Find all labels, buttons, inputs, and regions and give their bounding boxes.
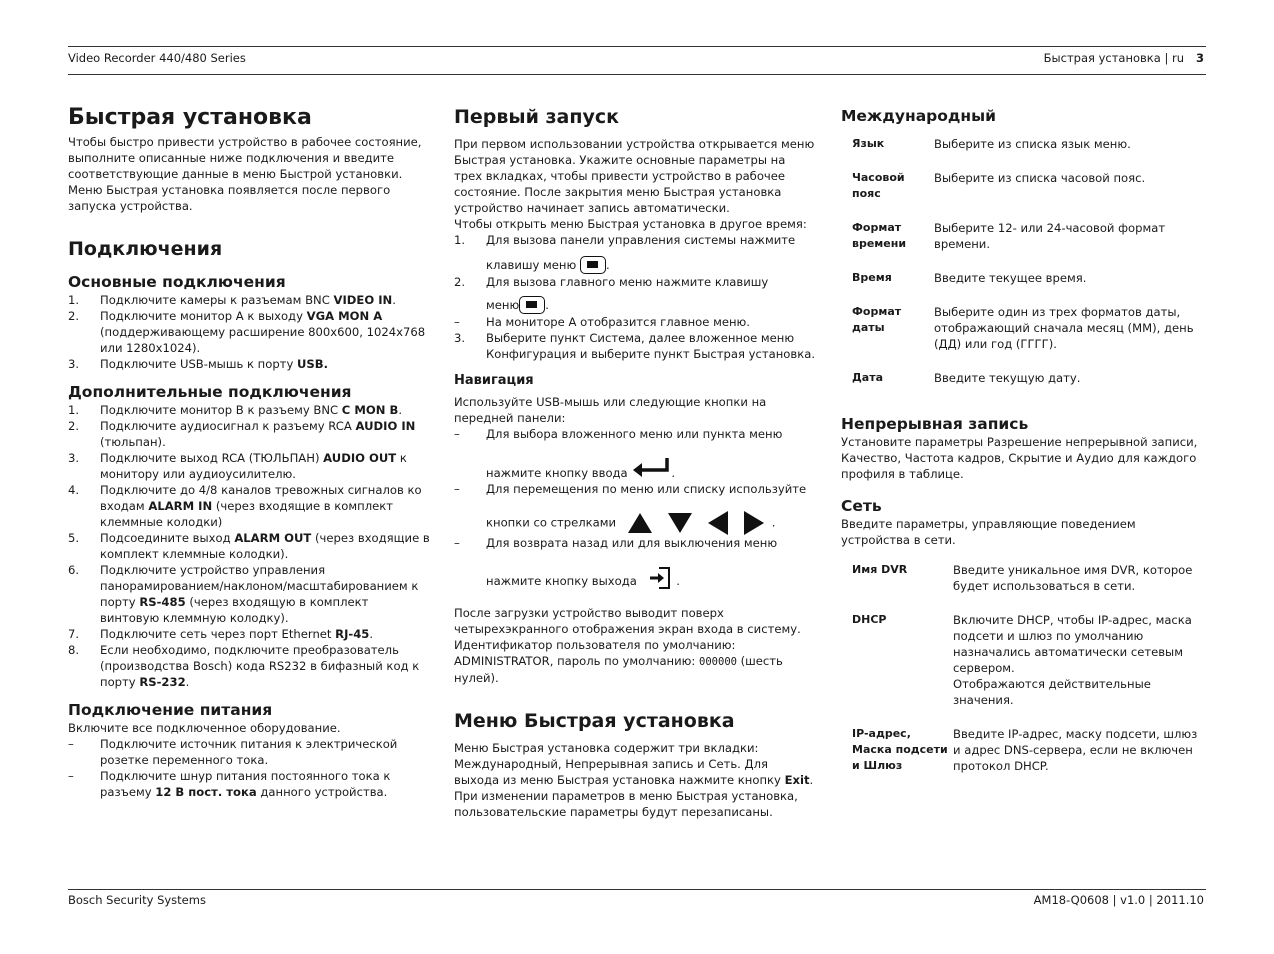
menu-key-icon [519, 296, 545, 314]
list-item: 6. Подключите устройство управления панорамированием/наклоном/масштабированием к порту RS-485 (через входящую в комплект винтовую клеммную колодку). [68, 563, 419, 625]
table-key: Язык [852, 137, 885, 150]
list-item: 2. Для вызова главного меню нажмите клавишу меню . [454, 275, 769, 312]
quick-setup-menu-heading: Меню Быстрая установка [454, 710, 735, 732]
extra-connections-list [68, 402, 430, 690]
enter-icon [631, 456, 671, 480]
list-item: – Для перемещения по меню или списку используйте кнопки со стрелками . [454, 481, 816, 535]
first-start-heading: Первый запуск [454, 106, 620, 128]
basic-connections-heading: Основные подключения [68, 273, 286, 291]
list-item: 5. Подсоедините выход ALARM OUT (через входящие в комплект клеммные колодки). [68, 531, 430, 561]
table-value: Выберите один из трех форматов даты, отображающий сначала месяц (ММ), день (ДД) или год (ГГГГ). [934, 305, 1194, 351]
list-item: 4. Подключите до 4/8 каналов тревожных сигналов ко входам ALARM IN (через входящие в комплект клеммные колодки) [68, 483, 422, 529]
column-right [841, 104, 1206, 792]
page-title: Быстрая установка [68, 105, 312, 130]
list-item: 1. Для вызова панели управления системы нажмите клавишу меню . [454, 233, 796, 272]
header-rule-bottom [68, 74, 1206, 75]
table-key: Часовой пояс [852, 171, 905, 200]
menu-key-icon [580, 256, 606, 274]
header-rule [68, 46, 1206, 47]
exit-icon [647, 565, 673, 591]
arrow-up-icon [628, 513, 652, 533]
network-heading: Сеть [841, 497, 882, 515]
table-row [841, 270, 1201, 304]
navigation-intro: Используйте USB-мышь или следующие кнопки на передней панели: [454, 395, 767, 425]
list-item: 1. Подключите камеры к разъемам BNC VIDEO IN. [68, 293, 396, 307]
list-item: 7. Подключите сеть через порт Ethernet RJ-45. [68, 627, 374, 641]
network-text: Введите параметры, управляющие поведением устройства в сети. [841, 517, 1136, 547]
navigation-heading: Навигация [454, 373, 534, 388]
power-intro: Включите все подключенное оборудование. [68, 721, 341, 735]
table-value: Включите DHCP, чтобы IP-адрес, маска подсети и шлюз по умолчанию назначались автоматически сетевым сервером. Отображаются действительные значения. [953, 613, 1192, 707]
list-item: 8. Если необходимо, подключите преобразователь (производства Bosch) кода RS232 в бифазный код к порту RS-232. [68, 643, 420, 689]
table-key: Формат даты [852, 305, 902, 334]
international-heading: Международный [841, 107, 996, 125]
table-key: IP-адрес, Маска подсети и Шлюз [852, 727, 948, 772]
connections-heading: Подключения [68, 238, 223, 260]
arrow-down-icon [668, 513, 692, 533]
list-item: 2. Подключите аудиосигнал к разъему RCA AUDIO IN (тюльпан). [68, 419, 416, 449]
list-item: – На мониторе A отобразится главное меню. [454, 315, 750, 329]
table-key: Время [852, 271, 892, 284]
table-value: Введите IP-адрес, маску подсети, шлюз и адрес DNS-сервера, если не включен протокол DHCP. [953, 727, 1198, 773]
column-left [68, 104, 430, 800]
table-row [841, 170, 1201, 220]
table-row [841, 370, 1201, 404]
table-value: Выберите из списка часовой пояс. [934, 171, 1146, 185]
list-item: – Для выбора вложенного меню или пункта меню нажмите кнопку ввода . [454, 427, 783, 480]
arrow-left-icon [708, 511, 728, 535]
list-item: – Подключите источник питания к электрической розетке переменного тока. [68, 737, 398, 767]
list-item: 3. Подключите выход RCA (ТЮЛЬПАН) AUDIO OUT к монитору или аудиоусилителю. [68, 451, 407, 481]
table-value: Выберите из списка язык меню. [934, 137, 1131, 151]
list-item: 1. Подключите монитор B к разъему BNC C MON B. [68, 403, 402, 417]
basic-connections-list [68, 292, 430, 372]
table-value: Введите текущее время. [934, 271, 1087, 285]
footer-company: Bosch Security Systems [68, 893, 206, 907]
table-row [841, 612, 1201, 726]
intro-text: Чтобы быстро привести устройство в рабочее состояние, выполните описанные ниже подключения и введите соответствующие данные в меню Быстрой установки. Меню Быстрая установка появляется после первого запуска устройства. [68, 135, 422, 213]
table-value: Введите текущую дату. [934, 371, 1081, 385]
list-item: 2. Подключите монитор A к выходу VGA MON A (поддерживающему расширение 800x600, 1024x768 или 1280x1024). [68, 309, 426, 355]
header-section: Быстрая установка | ru [1043, 51, 1184, 65]
table-row [841, 726, 1201, 792]
international-table [841, 136, 1201, 404]
list-item: 3. Выберите пункт Система, далее вложенное меню Конфигурация и выберите пункт Быстрая установка. [454, 331, 816, 361]
after-boot-text: После загрузки устройство выводит поверх четырехэкранного отображения экран входа в систему. Идентификатор пользователя по умолчанию: ADMINISTRATOR, пароль по умолчанию: 000000 (шесть нулей). [454, 606, 801, 685]
table-value: Введите уникальное имя DVR, которое будет использоваться в сети. [953, 563, 1193, 593]
table-key: Имя DVR [852, 563, 908, 576]
table-row [841, 136, 1201, 170]
power-list [68, 736, 430, 800]
network-table [841, 562, 1201, 792]
arrow-right-icon [744, 511, 764, 535]
table-key: DHCP [852, 613, 887, 626]
list-item: – Для возврата назад или для выключения меню нажмите кнопку выхода . [454, 535, 816, 591]
list-item: 3. Подключите USB-мышь к порту USB. [68, 357, 329, 371]
table-key: Формат времени [852, 221, 907, 250]
table-row [841, 562, 1201, 612]
power-heading: Подключение питания [68, 701, 273, 719]
header-product: Video Recorder 440/480 Series [68, 51, 246, 65]
table-row [841, 220, 1201, 270]
extra-connections-heading: Дополнительные подключения [68, 383, 352, 401]
continuous-text: Установите параметры Разрешение непрерывной записи, Качество, Частота кадров, Скрытие и Аудио для каждого профиля в таблице. [841, 435, 1198, 481]
continuous-heading: Непрерывная запись [841, 415, 1029, 433]
table-key: Дата [852, 371, 884, 384]
column-middle [454, 104, 816, 820]
first-start-intro: При первом использовании устройства открывается меню Быстрая установка. Укажите основные параметры на трех вкладках, чтобы привести устройство в рабочее состояние. После закрытия меню Быстрая установка устройство начинает запись автоматически. [454, 137, 815, 215]
page-number: 3 [1195, 51, 1204, 65]
footer-rule [68, 889, 1206, 890]
table-row [841, 304, 1201, 370]
table-value: Выберите 12- или 24-часовой формат времени. [934, 221, 1166, 251]
footer-doc-id: AM18-Q0608 | v1.0 | 2011.10 [1033, 893, 1204, 907]
open-menu-text: Чтобы открыть меню Быстрая установка в другое время: [454, 217, 807, 231]
quick-setup-menu-text: Меню Быстрая установка содержит три вкладки: Международный, Непрерывная запись и Сеть. Для выхода из меню Быстрая установка нажмите кнопку Exit. При изменении параметров в меню Быстрая установка, пользовательские параметры будут перезаписаны. [454, 741, 814, 819]
list-item: – Подключите шнур питания постоянного тока к разъему 12 В пост. тока данного устройства. [68, 769, 391, 799]
